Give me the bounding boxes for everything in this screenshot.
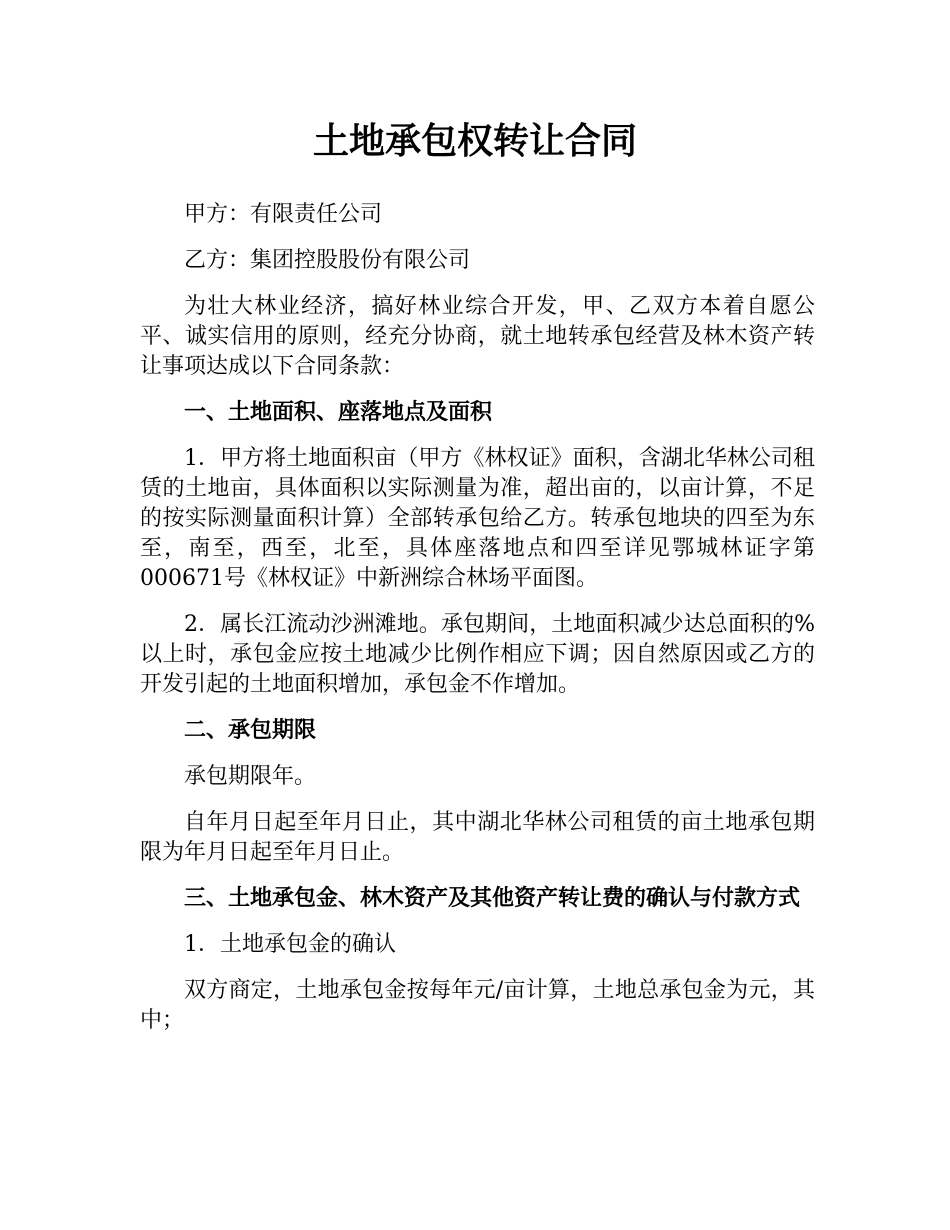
section-heading-3: 三、土地承包金、林木资产及其他资产转让费的确认与付款方式 (184, 886, 801, 911)
preamble-paragraph: 为壮大林业经济，搞好林业综合开发，甲、乙双方本着自愿公平、诚实信用的原则，经充分协商，就土地转承包经营及林木资产转让事项达成以下合同条款： (140, 294, 815, 379)
clause-3-1-body: 双方商定，土地承包金按每年元/亩计算，土地总承包金为元，其中； (140, 978, 815, 1033)
document-body (140, 200, 815, 1052)
term-dates: 自年月日起至年月日止，其中湖北华林公司租赁的亩土地承包期限为年月日起至年月日止。 (140, 810, 815, 865)
term-duration: 承包期限年。 (184, 764, 317, 789)
party-a-line: 甲方：有限责任公司 (184, 202, 383, 227)
clause-1-1: 1．甲方将土地面积亩（甲方《林权证》面积，含湖北华林公司租赁的土地亩，具体面积以实际测量为准，超出亩的，以亩计算，不足的按实际测量面积计算）全部转承包给乙方。转承包地块的四至为东至，南至，西至，北至，具体座落地点和四至详见鄂城林证字第000671号《林权证》中新洲综合林场平面图。 (140, 446, 815, 591)
document-title: 土地承包权转让合同 (312, 121, 637, 162)
section-heading-1: 一、土地面积、座落地点及面积 (184, 400, 493, 425)
clause-3-1-title: 1．土地承包金的确认 (184, 932, 396, 957)
section-heading-2: 二、承包期限 (184, 718, 317, 743)
clause-1-2: 2．属长江流动沙洲滩地。承包期间，土地面积减少达总面积的%以上时，承包金应按土地减少比例作相应下调；因自然原因或乙方的开发引起的土地面积增加，承包金不作增加。 (140, 612, 815, 697)
party-b-line: 乙方：集团控股股份有限公司 (184, 248, 471, 273)
